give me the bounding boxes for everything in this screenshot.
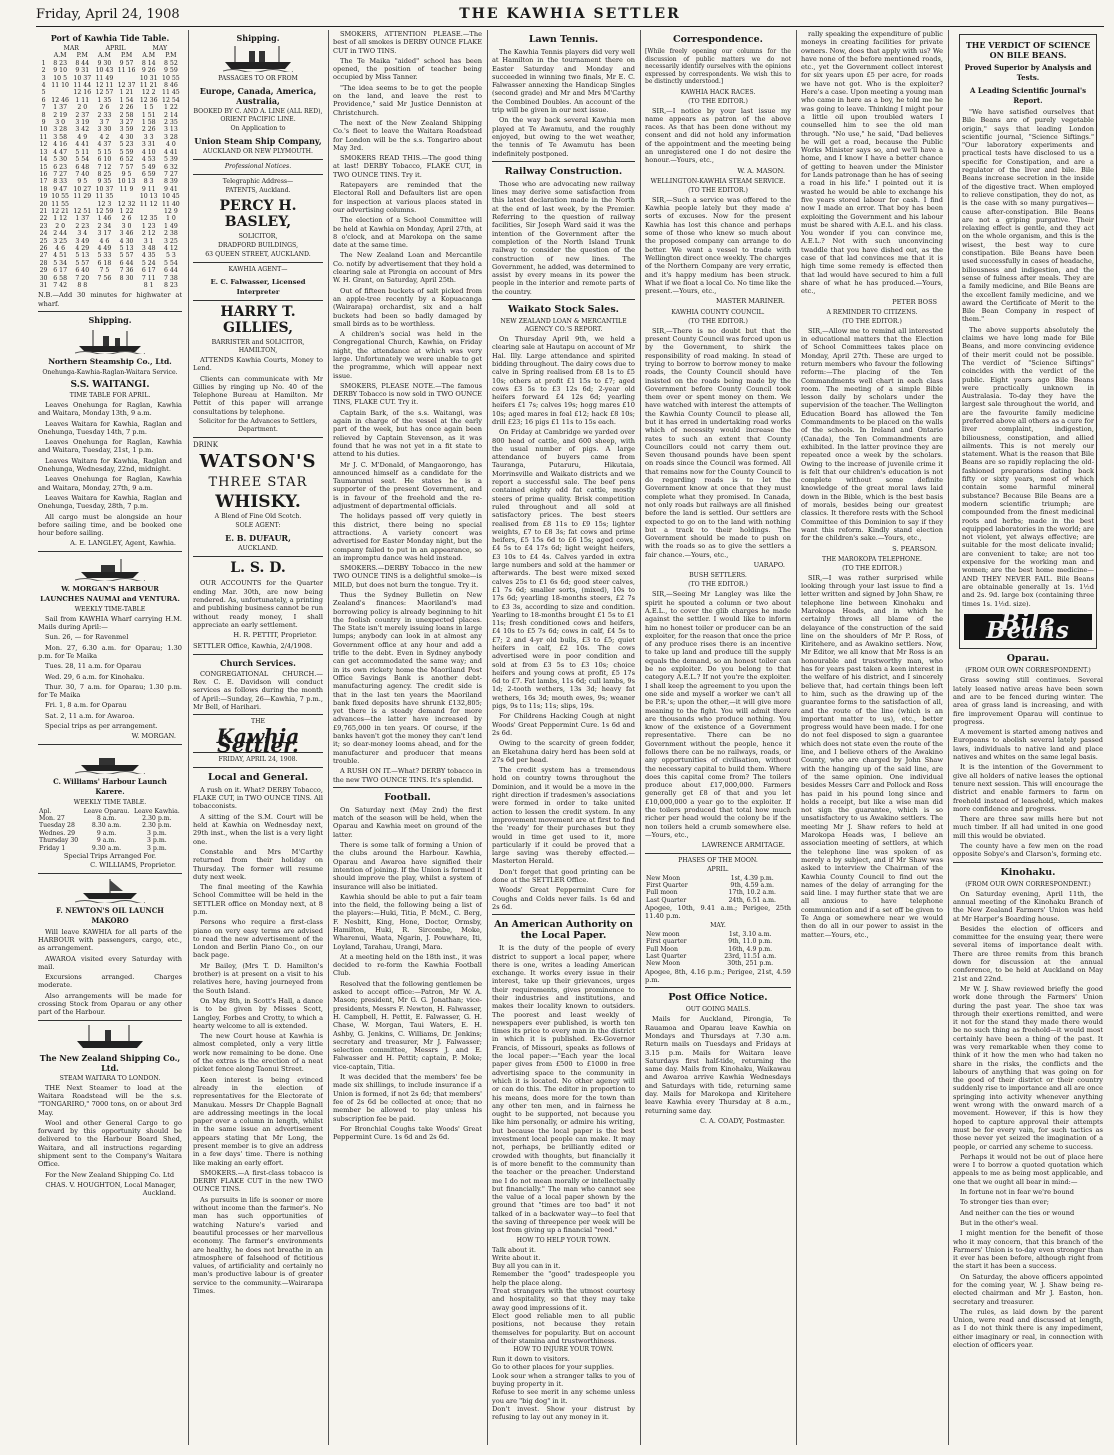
williams-timetable-label: WEEKLY TIME TABLE. [73,798,147,806]
moon-phases-heading: PHASES OF THE MOON. [678,856,758,864]
verdict-heading: THE VERDICT OF SCIENCE ON BILE BEANS. [965,40,1091,60]
basley-name: PERCY H. BASLEY, [219,198,297,230]
timetable-line: Leaves Onehunga for Raglan, Kawhia and Waitara, Monday, 27th, 9 a.m. [38,475,182,492]
news-paragraph: Owing to the scarcity of green fodder, an Eketahuna dairy herd has been sold at 27s 6d per head. [492,739,635,764]
moon-phase-row: Last Quarter 23rd, 11.51 a.m. [646,952,777,960]
news-paragraph: A rush on it. What? DERBY Tobacco, FLAKE CUT, in TWO OUNCE TINS. All tobacconists. [193,785,323,811]
correspondence-note: [While freely opening our columns for the discussion of public matters we do not necessarily identify ourselves with the opinions expressed by correspondents. We wish this to be distinctly understood.] [645,48,791,85]
tide-rows [38,60,182,290]
nz-shipping-body-2: Wool and other General Cargo to go forward by this opportunity should be delivered to the Harbour Board Shed, Waitara, and all instructions regarding shipment sent to the Company's Waitara Office. [38,1118,182,1169]
news-paragraph: The new Court house at Kawhia is almost completed, only a very little work now remaining to be done. One of the extras is the erection of a neat picket fence along Taonui Street. [193,1032,323,1074]
telegraphic-address: Telegraphic Address— [222,178,294,185]
news-paragraph: Don't forget that good printing can be done at the SETTLER Office. [492,867,635,885]
column-rule [328,30,329,1445]
tide-row: 11 3 58 4 9 4 2 4 30 3 3 3 28 [39,133,178,141]
tide-row: 19 10 55 11 29 11 35 10 13 10 45 [39,193,180,201]
tide-row: 14 5 30 5 54 6 10 6 52 4 53 5 39 [39,156,178,164]
news-paragraph: On the way back several Kawhia men played at Te Awamutu, and the roughly enjoyed, but owing to the wet weather, the tennis of Te Awamutu has been indefinitely postponed. [492,116,635,158]
list-item: Treat strangers with the utmost courtesy and hospitality, so that they may take away good impressions of it. [492,1287,635,1312]
tide-row: 29 6 17 6 40 7 5 7 36 6 17 6 44 [39,267,178,275]
timetable-line: Leaves Onehunga for Raglan, Kawhia and Waitara, Tuesday, 21st, 1 p.m. [38,438,182,455]
kinohaku-body [953,890,1103,1350]
verdict-body-2: The above supports absolutely the claims we have long made for Bile Beans, and more convincing evidence of their merit could not be possible. The verdict of "Science Siftings" coincides with the verdict of the public. Eight years ago Bile Beans were practically unknown in Australasia. To-day they have the largest sale throughout the world, and are the favourite family medicine preferred above all others as a cure for liver complaint, indigestion, biliousness, constipation, and allied ailments. This is not merely our statement. What is the reason that Bile Beans are so rapidly replacing the old-fashioned preparations dating back fifty or sixty years, most of which contain some harmful mineral substance? Because Bile Beans are a modern scientific triumph; are compounded from the finest medicinal roots and herbs; made in the best equipped laboratories in the world; are not violent, yet always effective; are suitable for the most delicate invalid; are convenient to take; are not too expensive for the working man and women; are the best home medicine—AND THEY NEVER FAIL. Bile Beans are obtainable generally at 1s. 1½d and 2s. 9d. large box (containing three times 1s. 1½d. size). [962,325,1094,608]
timetable-line: Leaves Waitara for Kawhia, Raglan and Onehunga, Tuesday 14th, 7 p.m. [38,419,182,436]
williams-row: Wednes. 29 9 a.m. 3 p.m. [39,829,167,837]
timetable-line: Special trips as per arrangement. [45,722,158,731]
telegraphic-address-2: PATENTS, Auckland. [225,187,291,194]
tide-header-row: MAR APRIL MAY [63,45,168,52]
issue-date: Friday, April 24, 1908 [36,7,180,22]
marokopa-telephone-heading: THE MAROKOPA TELEPHONE. [822,555,922,563]
news-paragraph: SMOKERS READ THIS.—The good thing at last! DERBY Tobacco, FLAKE CUT, in TWO OUNCE TINS. Try it. [333,154,482,179]
news-paragraph: Perhaps it would not be out of place here were I to borrow a quoted quotation which appeals to me as being most applicable, and one that we ought all bear in mind:— [953,1152,1103,1186]
destinations: Europe, Canada, America, Australia, [199,86,317,106]
basley-title: SOLICITOR, [238,233,278,240]
news-paragraph: Ratepayers are reminded that the Electoral Roll and Defaulters list are open for inspection at various places stated in our advertising columns. [333,181,482,214]
lawn-tennis-body [492,48,635,158]
morgan-timetable [38,615,182,731]
tide-row: 4 11 10 11 44 12 11 12 37 11 21 8 46 [41,82,178,90]
news-paragraph: As pursuits in life is sooner or more without income than the farmer's. No man has such opportunities of watching Nature's varied and beautiful processes or her marvellous economy. The farmer's environments are healthy, he does not breathe in an atmosphere of falsehood of fictitious values, of artificiality and certainly no man's productive labour is of greater service to the community.—Wairarapa Times. [193,1195,323,1296]
newton-notice [38,928,182,1017]
steamship-icon [75,328,145,354]
help-town-list [492,1246,635,1346]
post-office-heading: Post Office Notice. [668,992,768,1004]
bile-beans-advert [959,34,1097,649]
help-town-heading: HOW TO HELP YOUR TOWN. [516,1236,611,1244]
column-rule [188,30,189,1445]
drink-label: DRINK [193,441,219,450]
stock-sales-heading: Waikato Stock Sales. [508,304,619,316]
lsd-office: SETTLER Office, Kawhia, 2/4/1908. [193,642,313,651]
reminder-heading: A REMINDER TO CITIZENS. [826,308,918,316]
injure-town-heading: HOW TO INJURE YOUR TOWN. [513,1346,614,1354]
lsd-sig: H. R. PETTIT, Proprietor. [233,631,317,640]
news-paragraph: The next of the New Zealand Shipping Co.'s fleet to leave the Waitara Roadstead for London will be the s.s. Tongariro about May 3rd. [333,118,482,152]
three-star-label: THREE STAR [208,475,308,491]
local-general-heading: Local and General. [207,771,309,783]
watsons-brand: WATSON'S [199,451,317,473]
news-paragraph: And neither can the ties or wound [960,1208,1075,1217]
moon-phase-row: Full moon 17th, 10.2 a.m. [646,889,776,897]
moon-phase-row: New moon 1st, 3.10 a.m. [646,930,772,938]
bush-settlers-letter: SIR,—Seeing Mr Langley was like the spirit he spouted a column or two about A.E.L., to cover the glib charges he made against the settler. I would like to inform him no honest toiler or producer can be an exploiter, for the reason that once the price of any produce rises there is an incentive to take up land and produce till the supply equals the demand, so an honest toiler can be no exploiter. Do you belong to that category A.E.L.? If not you're the exploiter. I shall keep the agreement to you upon the one side and myself a worker we can't all be P.R.'s; upon the other,—it will give more meaning to the fight. You will admit there are thousands who produce nothing. You know of the existence of a Government representative. There can be no Government without the people, hence it follows there can be no railways, roads, or any opportunities of civilisation, without the necessary capital to build them. Where does this capital come from? The toilers produce about £17,000,000. Farmers generally get £8 of that and you let £10,000,000 a year go to the exploiter. If the toilers produced that total how much richer per head would the colony be if the non toilers held a crumb somewhere else.—Yours, etc., [645,590,791,839]
column-2 [193,30,323,1445]
to-editor: (TO THE EDITOR.) [842,564,902,572]
williams-timetable [38,808,182,852]
steam-service-sig: MASTER MARINER. [715,297,785,306]
news-paragraph: Grass sowing still continues. Several lately leased native areas have been sown and are to be fenced during winter. The area of grass land is increasing, and with fire improvement Oparau will continue to progress. [953,676,1103,726]
tide-row: 24 2 44 3 4 3 17 3 46 2 12 2 38 [39,230,178,238]
basley-building: DRADFORD BUILDINGS, [217,242,299,249]
moon-phase-row: New Moon 1st, 4.39 p.m. [646,874,774,882]
kawhia-settler-logo: Kawhia Settler. [216,724,300,757]
tide-table-title: Port of Kawhia Tide Table. [50,33,170,43]
williams-row: Mon. 27 8 a.m. 2.30 p.m. [39,815,172,823]
professional-notices-heading: Professional Notices. [224,163,292,170]
oil-launch-icon [75,877,145,903]
dufaur-location: AUCKLAND. [238,545,278,553]
local-general-body [193,786,323,1296]
oparau-correspondent: (FROM OUR OWN CORRESPONDENT.) [965,667,1091,675]
news-paragraph: The New Zealand Loan and Mercantile Co. notify by advertisement that they hold a clearing sale at Pirongia on account of Mrs W. H. Grant, on Saturday, April 25th. [333,251,482,285]
column-1 [38,30,182,1445]
nz-shipping-name: The New Zealand Shipping Co., Ltd. [39,1052,181,1073]
lawn-tennis-heading: Lawn Tennis. [528,34,599,45]
news-paragraph: Mr J. C. M'Donald, of Mangaorongo, has announced himself as a candidate for the Taumarunui seat. He states he is a supporter of the present Government, and is in favour of the freehold and the re-adjustment of departmental officials. [333,460,482,511]
tide-row: 18 9 47 10 27 10 37 11 9 9 11 9 41 [39,185,178,193]
news-paragraph: The rules, as laid down by the parent Union, were read and discussed at length, as I do not think there is any impediment, either imaginary or real, in connection with election of officers year. [953,1307,1103,1350]
news-paragraph: For Childrens Hacking Cough at night Woods' Great Peppermint Cure. 1s 6d and 2s 6d. [492,712,635,737]
church-heading: Church Services. [220,657,296,668]
football-body [333,806,482,1142]
injure-town-list [492,1355,635,1421]
pearson-sig: S. PEARSON. [892,544,937,553]
hack-races-letter: SIR,—I notice by your last issue my name appears as patron of the above races. As that has been done without my consent and did not hold any information of the appointment and the meeting being an unregistered one I do not desire the honour.—Yours, etc., [645,106,791,165]
notice-line: Also arrangements will be made for crossing Stock from Oparau or any other part of the Harbour. [38,991,182,1017]
williams-row: Thursday 30 9 a.m. 3 p.m. [39,837,167,845]
news-paragraph: Out of fifteen buckets of salt picked from an apple-tree recently by a Kopuacanga (Wairarapa) orchardist, six and a half buckets had been so badly damaged by small birds as to be worthless. [333,286,482,328]
morgan-launches-name: W. MORGAN'S HARBOUR LAUNCHES NAUMAI and VENTURA. [40,584,180,603]
apogee-may: Apogee, 8th, 4.16 p.m.; Perigee, 21st, 4.59 p.m. [645,967,791,985]
tide-row: 13 4 47 5 11 5 15 5 59 4 10 4 41 [39,148,178,156]
timetable-line: Leaves Onehunga for Raglan, Kawhia and Waitara, Monday 13th, 9 a.m. [38,401,182,418]
marokopa-telephone-letter: SIR,—I was rather surprised while looking through your last issue to find a letter written and signed by John Shaw, re telephone line between Kinohaku and Marokopa Heads, and in which he certainly throws all blame of the delayance of the construction of the said line on the shoulders of Mr P. Ross, of Kiritehere, and as Awakino settlers. Now, Mr Editor, we all know that Mr Ross is an honourable and trustworthy man, who has for years past taken a keen interest in the welfare of his district, and I sincerely believe that, had certain things been left to him, such as the drawing up of the guarantee forms to the satisfaction of all, and the route of the line (which is an important matter to us), etc., better progress would have been made. I for one do not feel disposed to sign a guarantee which does not state even the route of the line, and I believe others of the Awakino County, who are charged by John Shaw with the hanging up of the said line, are of the same opinion. One individual besides Messrs Carr and Pollock and Ross has paid in his pound long since and holds a receipt, but like a wise man did not sign the guarantee, which is so unsatisfactory to us Awakino settlers. The meeting Mr J. Shaw refers to held at Marokopa Heads was, I believe an association meeting of settlers, at which the telephone line was spoken of as merely a by subject, and if Mr Shaw was asked to interview the Chairman of the Kawhia County Council to find out the names of the delay of arranging for the said line. I may further state that we are all anxious to have telephone communication and if a set off be given to Te Anga or somewhere near we would then do all in our power to assist in the matter.—Yours, etc., [801,573,943,939]
news-paragraph: The election of a School Committee will be held at Kawhia on Monday, April 27th, at 8 o'clock, and at Marokopa on the same date at the same time. [333,216,482,250]
tide-row: 31 7 42 8 8 8 1 8 23 [39,282,178,289]
blend-label: A Blend of Fine Old Scotch. [214,513,302,521]
news-paragraph: SMOKERS, ATTENTION PLEASE.—The best of all smokes is DERBY OUNCE FLAKE CUT in TWO TINS. [333,30,482,55]
nz-shipping-sig: CHAS. V. HOUGHTON, Local Manager, Auckland. [45,1180,176,1198]
stock-sales-sub: NEW ZEALAND LOAN & MERCANTILE AGENCY CO.'S REPORT. [500,318,627,334]
northern-timetable [38,401,182,537]
church-body: CONGREGATIONAL CHURCH.—Rev. C. E. Davidson will conduct services as follows during the month of April:—Sunday, 26—Kawhia, 7 p.m., Mr Bell, of Harihari. [193,669,323,711]
northern-timetable-label: TIME TABLE FOR APRIL. [69,392,151,399]
list-item: Look sour when a stranger talks to you of buying property in it. [492,1371,635,1389]
apply-label: On Application to [230,125,286,132]
letter-continued: rally speaking the expenditure of public moneys in creating facilities for private owners. Now, does that apply with us? We have none of the before mentioned roads, etc., yet the Government collect interest for six years upon £5 per acre, for roads we have not got. Who is the exploiter? Here's a case. Upon meeting a young man who came in here as a boy, he told me he was going to leave. Thinking I might pour a little oil upon troubled waters I counselled him to see the old man through. "No use," he said, "Dad believes he will get a road, because the Public Works Minister says so, and we'll have a home, and I know I have a better chance of getting to heaven under the Minister for Lands patronage than he has of seeing a road in his life." I pointed out it is wasted he would be able to exchange his five years stored labour for cash. I find now I made an error. That boy has been exploiting the Government and his labour must be shared with A.E.L. and his class. You wonder if you can convince me, A.E.L.? Not with such unconvincing twaddle that you have dished out, as the case of that lad convinces me that it is high time some remedy is effected then that lad would have secured to him a full share of what he has produced.—Yours, etc., [801,30,943,296]
reminder-letter: SIR,—Allow me to remind all interested in educational matters that the Election of School Committees takes place on Monday, April 27th. These are urged to return members who favour the following reform:—The placing of the Ten Commandments well chart in each class room. The meeting of a simple Bible lesson daily by scholars under the supervision of the teacher. The Wellington Education Board has allowed the Ten Commandments to be placed on the walls of the schools. In Ireland and Ontario (Canada), the Ten Commandments are exhibited. In the latter province they are repeated once a week by the scholars. Owing to the increase of juvenile crime it is felt that our children's education is not complete without some definite knowledge of the great moral laws laid down in the Bible, which is the best basis of morals, besides being our greatest classics. It therefore rests with the School Committee of this Dominion to say if they want this reform. Kindly stand election for the children's sake.—Yours, etc., [801,326,943,543]
morgan-timetable-label: WEEKLY TIME-TABLE [74,605,146,613]
news-paragraph: "The idea seems to be to get the people on the land, and leave the rest to Providence," said Mr Justice Denniston at Christchurch. [333,83,482,117]
moon-phase-row: First Quarter 9th, 4.59 a.m. [646,881,774,889]
waitangi-name: S.S. WAITANGI. [70,380,150,390]
moon-april-label: APRIL. [707,865,729,873]
moon-april-table [645,875,791,905]
tide-subheader-row: A.M P.M A.M P.M A.M P.M [53,52,177,60]
verdict-body: "We have satisfied ourselves that Bile Beans are of purely vegetable origin," says that leading London scientific journal, "Science Siftings." "Our laboratory experiments and practical tests have disclosed to us a specific for Constipation, and are a regulator of the liver and bile. Bile Beans increase secretion in the inside of the digestive tract. When employed to relieve constipation, they do not, as is the case with so many purgatives—cause after-constipation. Bile Beans are not a griping purgative. Their relaxing effect is gentle, and they act on the whole organism, and this is the wisest, the best way to cure constipation. Bile Beans have been used successfully in cases of headache, biliousness and indigestion, and the sense of fulness after meals. They are a family medicine, and Bile Beans are the excellent family medicine, and we award the Certificate of Merit to the Bile Bean Company in respect of them." [962,108,1094,324]
notice-line: AWAROA visited every Saturday with mail. [38,954,182,971]
nz-shipping-body-3: For the New Zealand Shipping Co. Ltd [45,1170,175,1179]
tide-row: 26 4 6 4 29 4 49 5 13 3 48 4 12 [39,244,178,252]
dufaur-name: E. B. DUFAUR, [225,533,291,544]
basley-address: 63 QUEEN STREET, AUCKLAND. [205,251,311,258]
news-paragraph: At a meeting held on the 18th inst., it was decided to re-form the Kawhia Football Club. [333,952,482,978]
news-paragraph: To stronger ties than ever; [960,1198,1049,1207]
union-steam-ship: Union Steam Ship Company, [194,136,322,146]
list-item: Don't invest. Show your distrust by refusing to lay out any money in it. [492,1404,635,1422]
shipping-heading: Shipping. [88,315,132,325]
news-paragraph: On Saturday evening, April 11th, the annual meeting of the Kinohaku Branch of the New Zealand Farmers' Union was held at Mr Harper's Boarding house. [953,889,1103,923]
news-paragraph: Captain Bark, of the s.s. Waitangi, was again in charge of the vessel at the early part of the week, but has once again been relieved by Captain Stevenson, as it was found that he was not yet in a fit state to attend to his duties. [333,408,482,459]
tide-row: 8 2 19 2 37 2 33 2 58 1 51 2 14 [41,111,178,119]
tide-row: 9 3 0 3 19 3 7 3 27 1 58 2 35 [41,119,178,127]
news-paragraph: The Te Maika "aided" school has been opened, the position of teacher being occupied by Miss Tanner. [333,56,482,82]
northern-route: Onehunga-Kawhia-Raglan-Waitara Service. [42,369,178,376]
column-rule [487,30,488,1445]
county-council-heading: KAWHIA COUNTY COUNCIL. [671,308,765,316]
peter-boss-sig: PETER BOSS [892,297,937,306]
news-paragraph: It was decided that the members' fee be made six shillings, to include insurance if a Union is formed, if not 2s 6d; that members' fee of 2s 6d be collected at once; that no member be allowed to play unless his subscription fee be paid. [333,1073,482,1123]
moon-may-table [645,931,791,968]
timetable-line: Thur. 30, 7 a.m. for Oparau; 1.30 p.m. for Te Maika [38,682,182,700]
news-paragraph: The Kawhia Tennis players did very well at Hamilton in the tournament there on Easter Saturday and Monday and succeeded in winning two finals, Mr E. C. Falwasser annexing the Handicap Singles (second grade) and Mr and Mrs M'Carthy the Combined Doubles. An account of the trip will be given in our next issue. [492,48,635,115]
news-paragraph: SMOKERS, PLEASE NOTE.—The famous DERBY Tobacco is now sold in TWO OUNCE TINS, FLAKE CUT. Try it. [333,381,482,407]
northern-agent: A. E. LANGLEY, Agent, Kawhia. [70,539,176,548]
news-paragraph: The credit system has a tremendous hold on country towns throughout the Dominion, and it would be a move in the right direction if tradesmen's associations were formed in order to take united action to lessen the credit system. In any improvement movement are at first to find the 'ready' for their purchases but they would in time get used to it, more particularly if it could be proved that a large saving was thereby effected.—Masterton Herald. [492,766,635,866]
tide-row: 12 4 16 4 41 4 37 5 23 3 31 4 0 [39,141,176,149]
news-paragraph: Mr Bailey, (Mrs T. D. Hamilton's brother) is at present on a visit to his relatives here, having journeyed from the South Island. [193,961,323,995]
news-paragraph: Keen interest is being evinced already in the election of representatives for the Electorate of Manukau. Messrs Dr Chapple Bagnall are addressing meetings in the local paper over a column in length, whilst in the same issue an advertisement appears stating that Mr Long, the present member is to give an address in a few days' time. There is nothing like making an early effort. [193,1075,323,1167]
to-editor: (TO THE EDITOR.) [842,317,902,325]
hack-races-sig: W. A. MASON. [737,166,785,175]
masthead [36,4,1104,27]
williams-row: Friday 1 9.30 a.m. 3 p.m. [39,844,167,852]
moon-phase-row: Last Quarter 24th, 6.51 a.m. [646,896,776,904]
column-rule [640,30,641,1445]
tide-row: 15 6 23 6 48 7 12 7 57 5 49 6 32 [39,163,178,171]
news-paragraph: A RUSH ON IT.—What? DERBY tobacco in the new TWO OUNCE TINS. It's splendid. [333,767,482,784]
steam-service-heading: WELLINGTON-KAWHIA STEAM SERVICE. [650,177,786,185]
timetable-line: Sun. 26, — for Ravenmel [45,633,129,642]
falwasser-agent: E. C. Falwasser, Licensed Interpreter [210,278,306,296]
news-paragraph: It is the duty of the people of every district to support a local paper, where there is one, writes a leading American exchange. It works every issue in their interest, take up their grievances, urges their requirements, gives prominence to their industries and institutions, and makes their locality known to outsiders. The poorest and least weekly of newspapers ever published, is worth ten times its price to every man in the district in which it is published. Ex-Governor Francis, of Missouri, speaks as follows of the local paper:—"Each year the local paper gives from £500 to £1000 in free advertising space to the community in which it is located. No other agency will or can do this. The editor in proportion to his means, does more for the town than any other ten men, and in fairness he ought to be supported, not because you like him personally, or admire his writing, but because the local paper is the best investment local people can make. It may not, perhaps, be brilliantly edited or crowded with thoughts, but financially it is of more benefit to the community than the teacher or the preacher. Understand me I do not mean morally or intellectually but financially." The man who cannot see the value of a local paper shown by the ground that "times are too bad" it not talked of in a backwater way—to feel that the saving of threepence per week will be lost from giving up a financial "reed." [492,944,635,1235]
timetable-line: Tues. 28, 11 a.m. for Oparau [45,662,142,671]
column-7 [953,30,1103,1445]
news-paragraph: On Friday at Cambridge we yarded over 800 head of cattle, and 600 sheep, with the usual number of pigs. A large attendance of buyers came from Tauranga, Putaruru, Hikutaia, Morrinsville and Waikato districts and we report a successful sale. The beef pens contained eighty odd fat cattle, mostly steers of prime quality. Brisk competition ruled throughout and all sold at satisfactory prices. The best steers realised from £8 11s to £9 15s; lighter weights, £7 to £8 3s; fat cows and prime heifers, £5 15s 6d to £6 15s; aged cows, £4 5s to £4 17s 6d; light weight heifers, £3 10s to £4 4s. Calves yarded in extra large numbers and sold at the hammer or afterwards. The best were mixed sexed calves 25s to £1 6s 6d; good steer calves, £1 7s 6d; smaller sorts, (mixed), 10s to 17s 6d; yearling 18-months steers, £2 7s to £3 3s, according to size and condition. Yearling to 18-months brought £1 5s to £1 11s; fresh conditioned cows and heifers, £4 10s to £5 7s 6d; cows in calf, £4 5s to £7; 2 and 4-yr old bulls, £3 to £5; quiet heifers in calf, £2 10s. The cows advertised were in poor condition and sold at from £3 5s to £3 10s; choice heifers and young cows at profit, £5 17s 6d to £7. Fat lambs, 11s 6d; cull lambs, 9s 1d; 2-tooth wethers, 13s 3d; heavy fat wethers, 16s 3d; mouth ewes, 9s; weaner pigs, 9s to 11s; 11s; slips, 19s. [492,428,635,711]
postmaster-sig: C. A. COADY, Postmaster. [700,1116,785,1125]
launch-icon [75,748,145,774]
to-editor: (TO THE EDITOR.) [688,581,748,589]
lsd-body: OUR ACCOUNTS for the Quarter ending Mar. 30th, are now being rendered. As, unfortunately, a printing and publishing business cannot be run without ready money, I shall appreciate an early settlement. [193,579,323,629]
williams-rows [38,815,182,852]
tide-row: 5 12 16 12 57 1 21 12 2 11 45 [41,89,180,97]
news-paragraph: A children's social was held in the Congregational Church, Kawhia, on Friday night, the attendance at which was very large. Unfortunately we were unable to get the programme, which will appear next issue. [333,330,482,380]
gillies-title: BARRISTER and SOLICITOR, HAMILTON, [211,339,305,354]
kawhia-agent-label: KAWHIA AGENT— [228,266,288,273]
hack-races-heading: KAWHIA HACK RACES. [680,88,756,96]
tide-note: N.B.—Add 30 minutes for highwater at wharf. [38,291,182,308]
moon-phase-row: First quarter 9th, 11.0 p.m. [646,938,773,946]
launch-icon [75,555,145,581]
news-paragraph: SMOKERS.—A first-class tobacco is DERBY FLAKE CUT in the new TWO OUNCE TINS. [193,1168,323,1194]
northern-steamship-name: Northern Steamship Co., Ltd. [48,357,172,366]
tide-row: 1 8 23 8 44 9 30 9 57 8 14 8 52 [41,59,178,67]
gillies-telephone: Clients can communicate with Mr Gillies by ringing up No. 40 of the Telephone Bureau at Hamilton. Mr Pettit of this paper will arrange consultations by telephone. [193,374,323,416]
news-paragraph: For Bronchial Coughs take Woods' Great Peppermint Cure. 1s 6d and 2s 6d. [333,1124,482,1142]
news-paragraph: The holidays passed off very quietly in this district, there being no special attractions. A variety concert was advertised for Easter Monday night, but the company failed to put in an appearance, so an impromptu dance was held instead. [333,512,482,562]
column-4 [492,30,635,1445]
timetable-line: Mon. 27, 6.30 a.m. for Oparau; 1.30 p.m. for Te Maika [38,643,182,660]
proved-label: Proved Superior by Analysis and Tests. [964,63,1092,82]
gillies-notice: ATTENDS Kawhia Courts, Money to Lend. [193,356,323,373]
news-paragraph: The county have a few men on the road opposite Sobye's and Clarson's, forming etc. [953,842,1103,859]
to-editor: (TO THE EDITOR.) [688,317,748,325]
news-paragraph: Persons who require a first-class piano on very easy terms are advised to read the new advertisement of the London and Berlin Piano Co., on our back page. [193,918,323,960]
list-item: Refuse to see merit in any scheme unless you are "big dog" in it. [492,1388,635,1405]
railway-body [492,180,635,296]
list-item: Go to other places for your supplies. [492,1363,614,1372]
newton-launch-name: F. NEWTON'S OIL LAUNCH MAKORO [56,905,164,925]
tide-row: 6 12 46 1 11 1 35 1 54 12 36 12 54 [41,96,180,104]
list-item: Run it down to visitors. [492,1355,570,1364]
news-paragraph: There is some talk of forming a Union of the clubs around the Harbour. Kawhia, Oparau and Awaroa have signified their intention of joining. If the Union is formed it should improve the play, whilst a system of insurance will also be initiated. [333,841,482,891]
news-paragraph: A movement is started among natives and Europeans to abolish several lately passed laws, individuals to native land and place natives and whites on the same legal basis. [953,728,1103,762]
column-5 [645,30,791,1445]
news-paragraph: Thus the Sydney Bulletin on New Zealand's finances: Maoriland's mad borrowing policy is already beginning to hit the foolish country in unexpected places. The State isn't merely issuing loans in large lumps; anybody can look in at almost any Government office at any hour and add a trifle to the debt. Even in Sydney anybody can get accommodated the same way; and in its own rickety home the Maoriland Post Office Savings Bank is another debt-manufacturing agency. The credit side is that in the last ten years the Maoriland bank fixed deposits have shrunk £132,805; yet there is a steady demand for more advances—the latter have increased by £9,765,000 in ten years. Of course, if the banks haven't got the money they can't lend it; so dear-money looms ahead, and for the manufacturer and producer that means trouble. [333,591,482,765]
news-paragraph: On Saturday, the above officers appointed for the coming year, W. J. Shaw being re-elected chairman and Mr J. Easton, hon. secretary and treasurer. [953,1272,1103,1306]
tide-row: 20 11 55 12 3 12 32 11 12 11 40 [39,200,180,208]
list-item: Elect good reliable men to all public positions, not because they retain themselves for popularity. But on account of their stamina and trustworthiness. [492,1311,635,1345]
news-paragraph: In fortune not in fear we're bound [960,1188,1074,1197]
stock-sales-body [492,335,635,911]
timetable-line: Leaves Waitara for Kawhia, Raglan and Onehunga, Wednesday, 22nd, midnight. [38,456,182,474]
tide-row: 21 12 21 12 51 12 59 1 22 12 9 [39,207,178,215]
williams-launch-name: C. Williams' Harbour Launch Karere. [53,776,167,796]
correspondence-heading: Correspondence. [673,34,763,45]
bush-settlers-sig: LAWRENCE ARMITAGE. [701,841,785,850]
tide-row: 7 1 37 2 0 2 6 2 26 1 5 1 22 [41,104,178,112]
moon-phase-row: Full Moon 16th, 4.9 p.m. [646,945,773,953]
shipping-heading: Shipping. [236,33,280,43]
news-paragraph: Resolved that the following gentlemen be asked to accept office:—Patron, Mr W. A. Mason; president, Mr G. G. Jonathan; vice-presidents, Messrs F. Newton, H. Falwasser, H. Campbell, H. Pettit, E. Falwasser, G. H. Chase, W. Morgan, Taui Waters, E. H. Ashby, G. Jenkins, C. Williams, Dr. Jenkins; secretary and treasurer, Mr J. Falwasser; selection committee, Messrs J. and E. Falwasser and H. Pettit; captain, P. Moke; vice-captain, Titia. [333,979,482,1071]
county-council-sig: UARAPO. [753,561,785,570]
morgan-sig: W. MORGAN. [131,732,176,741]
column-rule [796,30,797,1445]
post-office-body: Mails for Auckland, Pirongia, Te Rauamoa and Oparau leave Kawhia on Mondays and Thursdays at 7.30 a.m. Return mails on Tuesdays and Fridays at 3.15 p.m. Mails for Waitara leave Saturdays first half-tide, returning the same day. Mails from Kinohaku, Waikawau and Awaroa arrive Kawhia Wednesdays and Saturdays with tide, returning same day. Mails for Marokopa and Kiritehere leave Kawhia every Thursday at 8 a.m., returning same day. [645,1015,791,1115]
gillies-solicitor: Solicitor for the Advances to Settlers, Department. [198,418,318,434]
news-paragraph: I might mention for the benefit of those who it may concern, that this branch of the Farmers' Union is to-day even stronger than it ever has been before, although right from the start it has been a success. [953,1229,1103,1271]
kinohaku-correspondent: (FROM OUR OWN CORRESPONDENT.) [965,880,1091,888]
to-editor: (TO THE EDITOR.) [688,97,748,105]
williams-row: Tuesday 28 8.30 a.m. 2.30 p.m. [39,822,172,830]
steamship-icon [75,1024,145,1050]
timetable-line: All cargo must be alongside an hour before sailing time, and be booked one hour before sailing. [38,512,182,538]
county-council-letter: SIR,—There is no doubt but that the present County Council was forced upon us by the Government, to shirk the responsibility of road making. In stead of trying to borrow to borrow money to make roads, the County Council should have insisted on the roads being made by the Government before County Council took them over or spent money on them. We have watched with interest the attempts of the Kawhia County Council to please all, but it has erred in undertaking road works which of necessity would increase the rates to such an extent that County Councillors could not carry them out. Seven thousand pounds have been spent on roads since the Council was formed. All that remains now for the County Council to do regarding roads is to let the Government know at once that they must complete what they promised. In Canada, not only roads but railways are all finished before the land is settled. Our settlers are expected to go on to the land with nothing but a track to their holdings. The Government should be made to push on with the roads so as to give the settlers a fair chance.—Yours, etc., [645,326,791,559]
news-paragraph: It is the intention of the Government to give all holders of native leases the optional tenure next session. This will encourage the district and enable farmers to farm on freehold instead of leasehold, which makes more confidence and progress. [953,763,1103,813]
news-paragraph: The final meeting of the Kawhia School Committee will be held in the SETTLER office on Monday next, at 8 p.m. [193,883,323,916]
moon-may-label: MAY. [710,921,726,929]
local-general-continued [333,30,482,784]
tide-row: 22 1 12 1 37 1 46 2 6 12 35 1 0 [39,215,176,223]
news-paragraph: Those who are advocating new railway lines may derive some satisfaction from this latest declaration made in the North at the end of last week, by the Premier. Referring to the question of railway facilities, Sir Joseph Ward said it was the intention of the Government after the completion of the North Island Trunk railway to consider the question of the construction of new lines. The Government, he added, was determined to assist by every means in its power the people in the interior and remote parts of the country. [492,179,635,296]
news-paragraph: On May 8th, in Scott's Hall, a dance is to be given by Misses Scott, Langley, Forbes and Crotty, to which a hearty welcome to all is extended. [193,996,323,1030]
tide-row: 23 2 0 2 23 2 34 3 0 1 23 1 49 [39,222,178,230]
booked-lines: BOOKED BY C. AND A. LINE (ALL RED), ORIENT PACIFIC LINE. [193,108,323,123]
notice-line: Will leave KAWHIA for all parts of the HARBOUR with passengers, cargo, etc., as arrangement. [38,927,182,953]
williams-header-row: Apl. Leave Oparau. Leave Kawhia. [39,807,180,815]
list-item: Write about it. [492,1253,541,1262]
railway-heading: Railway Construction. [504,165,623,177]
issue-date-line: FRIDAY, APRIL 24, 1908. [218,755,298,763]
tide-row: 16 7 27 7 40 8 25 9 5 6 59 7 27 [39,170,178,178]
list-item: Talk about it. [492,1245,536,1254]
williams-special: Special Trips Arranged For. [63,852,157,861]
tide-row: 25 3 25 3 49 4 6 4 30 3 1 3 25 [39,237,178,245]
apogee-april: Apogee, 10th, 9.41 a.m.; Perigee, 25th 11.40 p.m. [645,904,791,921]
passages-label: PASSAGES TO OR FROM [218,75,298,82]
tide-row: 27 4 51 5 13 5 33 5 57 4 35 5 3 [39,252,176,260]
the-label: THE [250,718,266,726]
news-paragraph: But in the other's weal. [960,1218,1039,1227]
lsd-heading: L. S. D. [230,560,286,577]
bile-beans-banner: Bile Beans [964,614,1092,641]
nz-shipping-route: STEAM WAITARA TO LONDON. [59,1074,161,1082]
steam-service-letter: SIR,—Such a service was offered to the Kawhia people lately but they made a' sorts of excuses. Now for the present Kawhia has lost this chance and perhaps some of those who knew so much about the proposed company can arrange to do better. We want a vessel to trade with Wellington direct once weekly. The charges of the Northern Company are very erratic, and it's happy medium has been struck. What if we float a local Co. No time like the present.—Yours, etc., [645,195,791,296]
williams-sig: C. WILLIAMS, Proprietor. [90,861,176,870]
gillies-name: HARRY T. GILLIES, [220,304,296,336]
union-location: AUCKLAND OR NEW PLYMOUTH. [203,148,313,155]
newspaper-title: THE KAWHIA SETTLER [459,6,681,22]
list-item: Remember the "good" tradespeople you help the place along. [492,1270,635,1287]
news-paragraph: On Saturday next (May 2nd) the first match of the season will be held, when the Oparau and Kawhia meet on ground of the latter. [333,805,482,839]
column-6 [801,30,943,1445]
timetable-line: Sat. 2, 11 a.m. for Awaroa. [45,711,135,720]
whisky-label: WHISKY. [215,492,301,513]
tide-row: 30 6 58 7 20 7 56 8 30 7 11 7 38 [39,274,178,282]
to-editor: (TO THE EDITOR.) [688,186,748,194]
news-paragraph: SMOKERS.—DERBY Tobacco in the new TWO OUNCE TINS is a delightful smoke—is MILD, but does not burn the tongue. Try it. [333,564,482,589]
oparau-body [953,676,1103,858]
timetable-line: Fri. 1, 8 a.m. for Oparau [45,701,127,710]
tide-table [38,45,182,289]
tide-row: 2 9 10 9 31 10 43 11 16 9 26 9 59 [41,67,178,75]
moon-phase-row: New Moon 30th, 251 p.m. [646,960,774,968]
nz-shipping-body: THE Next Steamer to load at the Waitara Roadstead will be the s.s. "TONGARIRO," 7000 tons, on or about 3rd May. [38,1083,182,1117]
timetable-line: Wed. 29, 6 a.m. for Kinohaku. [45,672,145,681]
bush-settlers-heading: BUSH SETTLERS. [689,572,747,580]
notice-line: Excursions arranged. Charges moderate. [38,973,182,990]
news-paragraph: Kawhia should be able to put a fair team into the field, the following being a list of the players:—Huki, Titia, P. McM., C. Berg, F. Nesbitt, King, Hone, Doctor, Ormsby, Hamilton, Huki, R. Sircombe, Moke, Wharenui, Waata, Ngarin, J. Pouwhare, Iti, Loyland, Tarahau, Urangi, Mara. [333,892,482,951]
american-authority-body [492,944,635,1234]
football-heading: Football. [384,791,431,803]
news-paragraph: Woods' Great Peppermint Cure for Coughs and Colds never fails. 1s 6d and 2s 6d. [492,886,635,911]
outgoing-mails-label: OUT GOING MAILS. [685,1006,751,1014]
tide-row: 28 5 34 5 57 6 18 6 44 5 24 5 54 [39,259,178,267]
news-paragraph: Constable and Mrs M'Carthy returned from their holiday on Thursday. The former will resume duty next week. [193,847,323,881]
sole-agent-label: SOLE AGENT: [235,522,281,530]
column-3 [333,30,482,1445]
american-authority-heading: An American Authority on the Local Paper. [494,919,633,942]
tide-row: 10 3 28 3 42 3 30 3 59 2 26 3 13 [39,126,178,134]
news-paragraph: A sitting of the S.M. Court will be held at Kawhia on Wednesday next, 29th inst., when the list is a very light one. [193,812,323,846]
column-rule [948,30,949,1445]
news-paragraph: Besides the election of officers and committee for the ensuing year, there were several items of importance dealt with. There are three remits from this branch down for discussion at the annual conference, to be held at Auckland on May 21st and 22nd. [953,924,1103,983]
news-paragraph: There are three saw mills here but not much timber. If all had united in one good mill this would be obviated. [953,815,1103,840]
oparau-heading: Oparau. [1006,653,1050,665]
timetable-line: Sail from KAWHIA Wharf carrying H.M. Mails during April:— [38,614,182,632]
timetable-line: Leaves Waitara for Kawhia, Raglan and Onehunga, Tuesday, 28th, 7 p.m. [38,493,182,511]
kinohaku-heading: Kinohaku. [1000,866,1056,878]
tide-row: 17 8 33 9 5 9 35 10 13 8 3 8 39 [39,178,178,186]
tide-row: 3 10 5 10 37 11 49 10 31 10 55 [41,74,180,82]
liner-icon [223,46,293,72]
list-item: Buy all you can in it. [492,1262,561,1271]
news-paragraph: On Thursday April 9th, we held a clearing sale at Hautapu on account of Mr Hal. Illy. Large attendance and spirited bidding throughout. The dairy cows due to calve in Spring realised from £8 1s to £5 10s; others at profit £1 15s to £7; aged cows £3 5s to £3 12s 6d; 2-year old heifers forward £4 12s 6d; yearling heifers £1 7s; calves 19s; hogg mares £10 10s; aged mares in foal £12; hack £8 10s; drill £23; 16 pigs £1 11s to 15s each. [492,335,635,426]
report-label: A Leading Scientific Journal's Report. [969,86,1087,105]
news-paragraph: Mr W. J. Shaw reviewed briefly the good work done through the Farmers' Union during the past year. The shoe tax was through their exertions remitted, and were it not for the stand they made there would be no such thing as freehold—it would most certainly have been a thing of the past. It was very remarkable when they come to think of it how the men who had taken no share in the risks, the conflicts and the labours of anything that was going on for the good of their district or their country suddenly rise to importance and all are once springing into activity whenever anything went wrong with the onward march of a movement. However, if this is how they hoped to capture approval their attempts must be for every vain, for such tactics as those never yet seized the imagination of a people, or carried any scheme to success. [953,984,1103,1151]
